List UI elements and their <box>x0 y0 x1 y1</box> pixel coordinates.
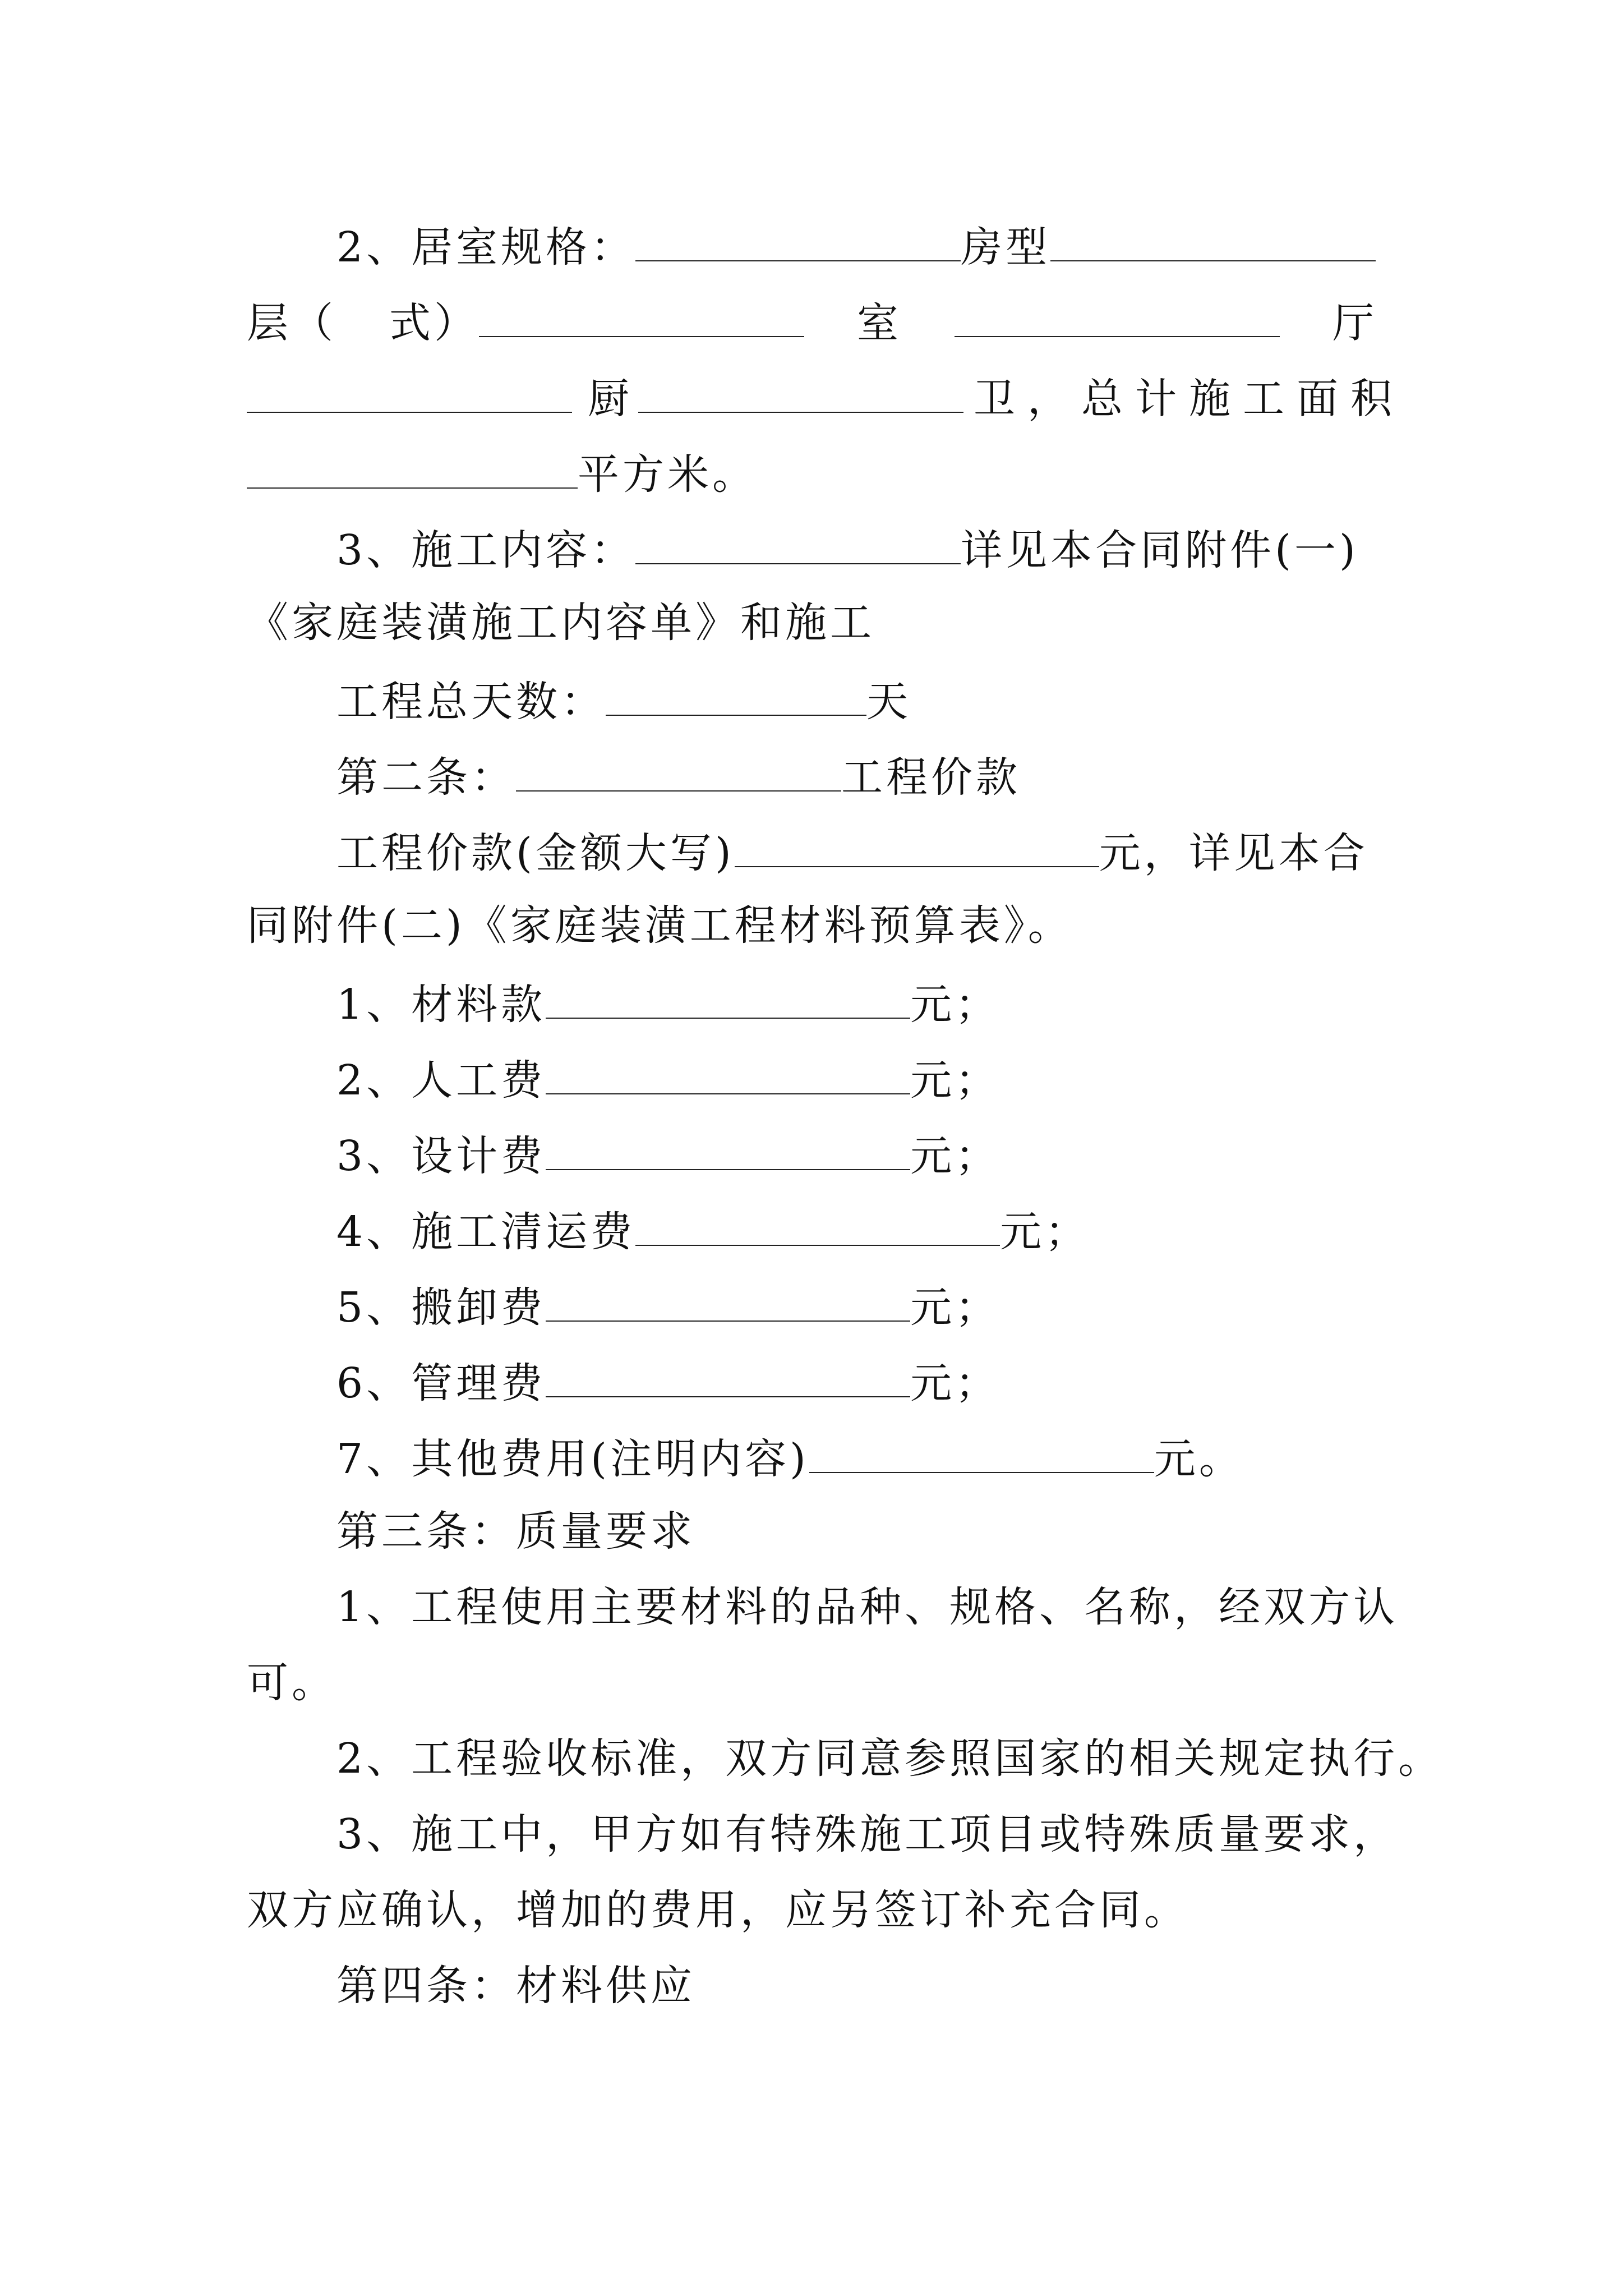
hall-count-blank[interactable] <box>247 365 572 413</box>
material-fee-label: 1、材料款 <box>336 981 546 1029</box>
price-amount-tail: 元，详见本合 <box>1099 829 1368 877</box>
total-days-label: 工程总天数： <box>336 678 606 726</box>
management-fee-label: 6、管理费 <box>336 1359 546 1407</box>
material-fee-line <box>336 970 1377 1032</box>
quality-item-3-cont-text: 双方应确认，增加的费用，应另签订补充合同。 <box>247 1886 1189 1934</box>
management-fee-unit: 元； <box>910 1359 1000 1407</box>
construction-content-label: 3、施工内容： <box>336 526 636 574</box>
moving-fee-blank[interactable] <box>546 1273 910 1322</box>
content-list-line <box>247 592 1377 654</box>
style-label: 式） <box>389 299 479 347</box>
style-blank[interactable] <box>479 289 804 337</box>
price-amount-blank[interactable] <box>735 819 1099 867</box>
quality-item-1-text: 1、工程使用主要材料的品种、规格、名称，经双方认 <box>336 1583 1399 1631</box>
moving-fee-label: 5、搬卸费 <box>336 1283 546 1332</box>
article-three-heading <box>336 1501 1377 1562</box>
design-fee-unit: 元； <box>910 1132 1000 1180</box>
article-two-title: 工程价款 <box>841 753 1021 802</box>
article-two-blank[interactable] <box>516 743 841 792</box>
design-fee-line <box>336 1122 1377 1184</box>
construction-content-blank[interactable] <box>635 516 961 564</box>
design-fee-label: 3、设计费 <box>336 1132 546 1180</box>
kitchen-bath-line <box>247 365 1404 426</box>
labor-fee-blank[interactable] <box>546 1046 910 1094</box>
quality-item-1-line <box>336 1576 1399 1638</box>
hall-group <box>955 289 1280 354</box>
bath-area-label: 卫，总计施工面积 <box>974 375 1404 423</box>
article-two-line <box>336 743 1377 805</box>
room-spec-line <box>336 213 1377 275</box>
cleanup-fee-label: 4、施工清运费 <box>336 1208 636 1256</box>
quality-item-1-cont <box>247 1652 1377 1714</box>
room-spec-label: 2、居室规格： <box>336 223 636 272</box>
management-fee-line <box>336 1349 1377 1411</box>
room-count-blank[interactable] <box>955 289 1280 337</box>
room-spec-blank[interactable] <box>635 213 961 261</box>
labor-fee-label: 2、人工费 <box>336 1056 546 1105</box>
quality-item-1-cont-text: 可。 <box>247 1659 336 1707</box>
management-fee-blank[interactable] <box>546 1349 910 1397</box>
other-fee-blank[interactable] <box>809 1425 1154 1473</box>
article-four-text: 第四条：材料供应 <box>336 1962 695 2010</box>
quality-item-3-line <box>336 1803 1399 1865</box>
article-three-text: 第三条：质量要求 <box>336 1507 695 1556</box>
attachment-two-text: 同附件(二)《家庭装潢工程材料预算表》。 <box>247 901 1073 950</box>
quality-item-2-text: 2、工程验收标准，双方同意参照国家的相关规定执行。 <box>336 1734 1444 1783</box>
material-fee-unit: 元； <box>910 981 1000 1029</box>
total-days-blank[interactable] <box>606 668 866 716</box>
other-fee-label: 7、其他费用(注明内容) <box>336 1435 809 1483</box>
kitchen-label: 厨 <box>588 375 633 423</box>
quality-item-3-cont <box>247 1879 1377 1941</box>
content-list-text: 《家庭装潢施工内容单》和施工 <box>247 599 875 647</box>
attachment-one-label: 详见本合同附件(一) <box>961 526 1359 574</box>
house-type-blank[interactable] <box>1050 213 1376 261</box>
article-four-heading <box>336 1955 1377 2017</box>
other-fee-unit: 元。 <box>1154 1435 1244 1483</box>
price-amount-line <box>336 819 1377 881</box>
cleanup-fee-unit: 元； <box>1000 1208 1090 1256</box>
house-type-label: 房型 <box>961 223 1051 272</box>
cleanup-fee-blank[interactable] <box>635 1198 1000 1246</box>
construction-content-line <box>336 516 1377 578</box>
floor-room-line <box>247 289 1377 351</box>
quality-item-3-text: 3、施工中，甲方如有特殊施工项目或特殊质量要求， <box>336 1810 1399 1858</box>
moving-fee-line <box>336 1273 1377 1335</box>
moving-fee-unit: 元； <box>910 1283 1000 1332</box>
total-days-line <box>336 668 1377 729</box>
other-fee-line <box>336 1425 1377 1487</box>
floor-label: 层（ <box>247 299 336 347</box>
hall-label: 厅 <box>1332 299 1377 347</box>
attachment-two-line <box>247 895 1377 956</box>
area-line <box>247 440 1377 502</box>
area-blank[interactable] <box>247 440 578 489</box>
days-unit: 天 <box>866 678 911 726</box>
room-label: 室 <box>857 299 902 347</box>
material-fee-blank[interactable] <box>546 970 910 1019</box>
article-two-label: 第二条： <box>336 753 516 802</box>
cleanup-fee-line <box>336 1198 1377 1259</box>
square-meter-label: 平方米。 <box>578 450 757 499</box>
labor-fee-unit: 元； <box>910 1056 1000 1105</box>
style-group <box>389 289 804 354</box>
labor-fee-line <box>336 1046 1377 1108</box>
kitchen-count-blank[interactable] <box>638 365 963 413</box>
room-group <box>857 292 902 354</box>
quality-item-2-line <box>336 1728 1444 1789</box>
design-fee-blank[interactable] <box>546 1122 910 1170</box>
price-amount-label: 工程价款(金额大写) <box>336 829 735 877</box>
